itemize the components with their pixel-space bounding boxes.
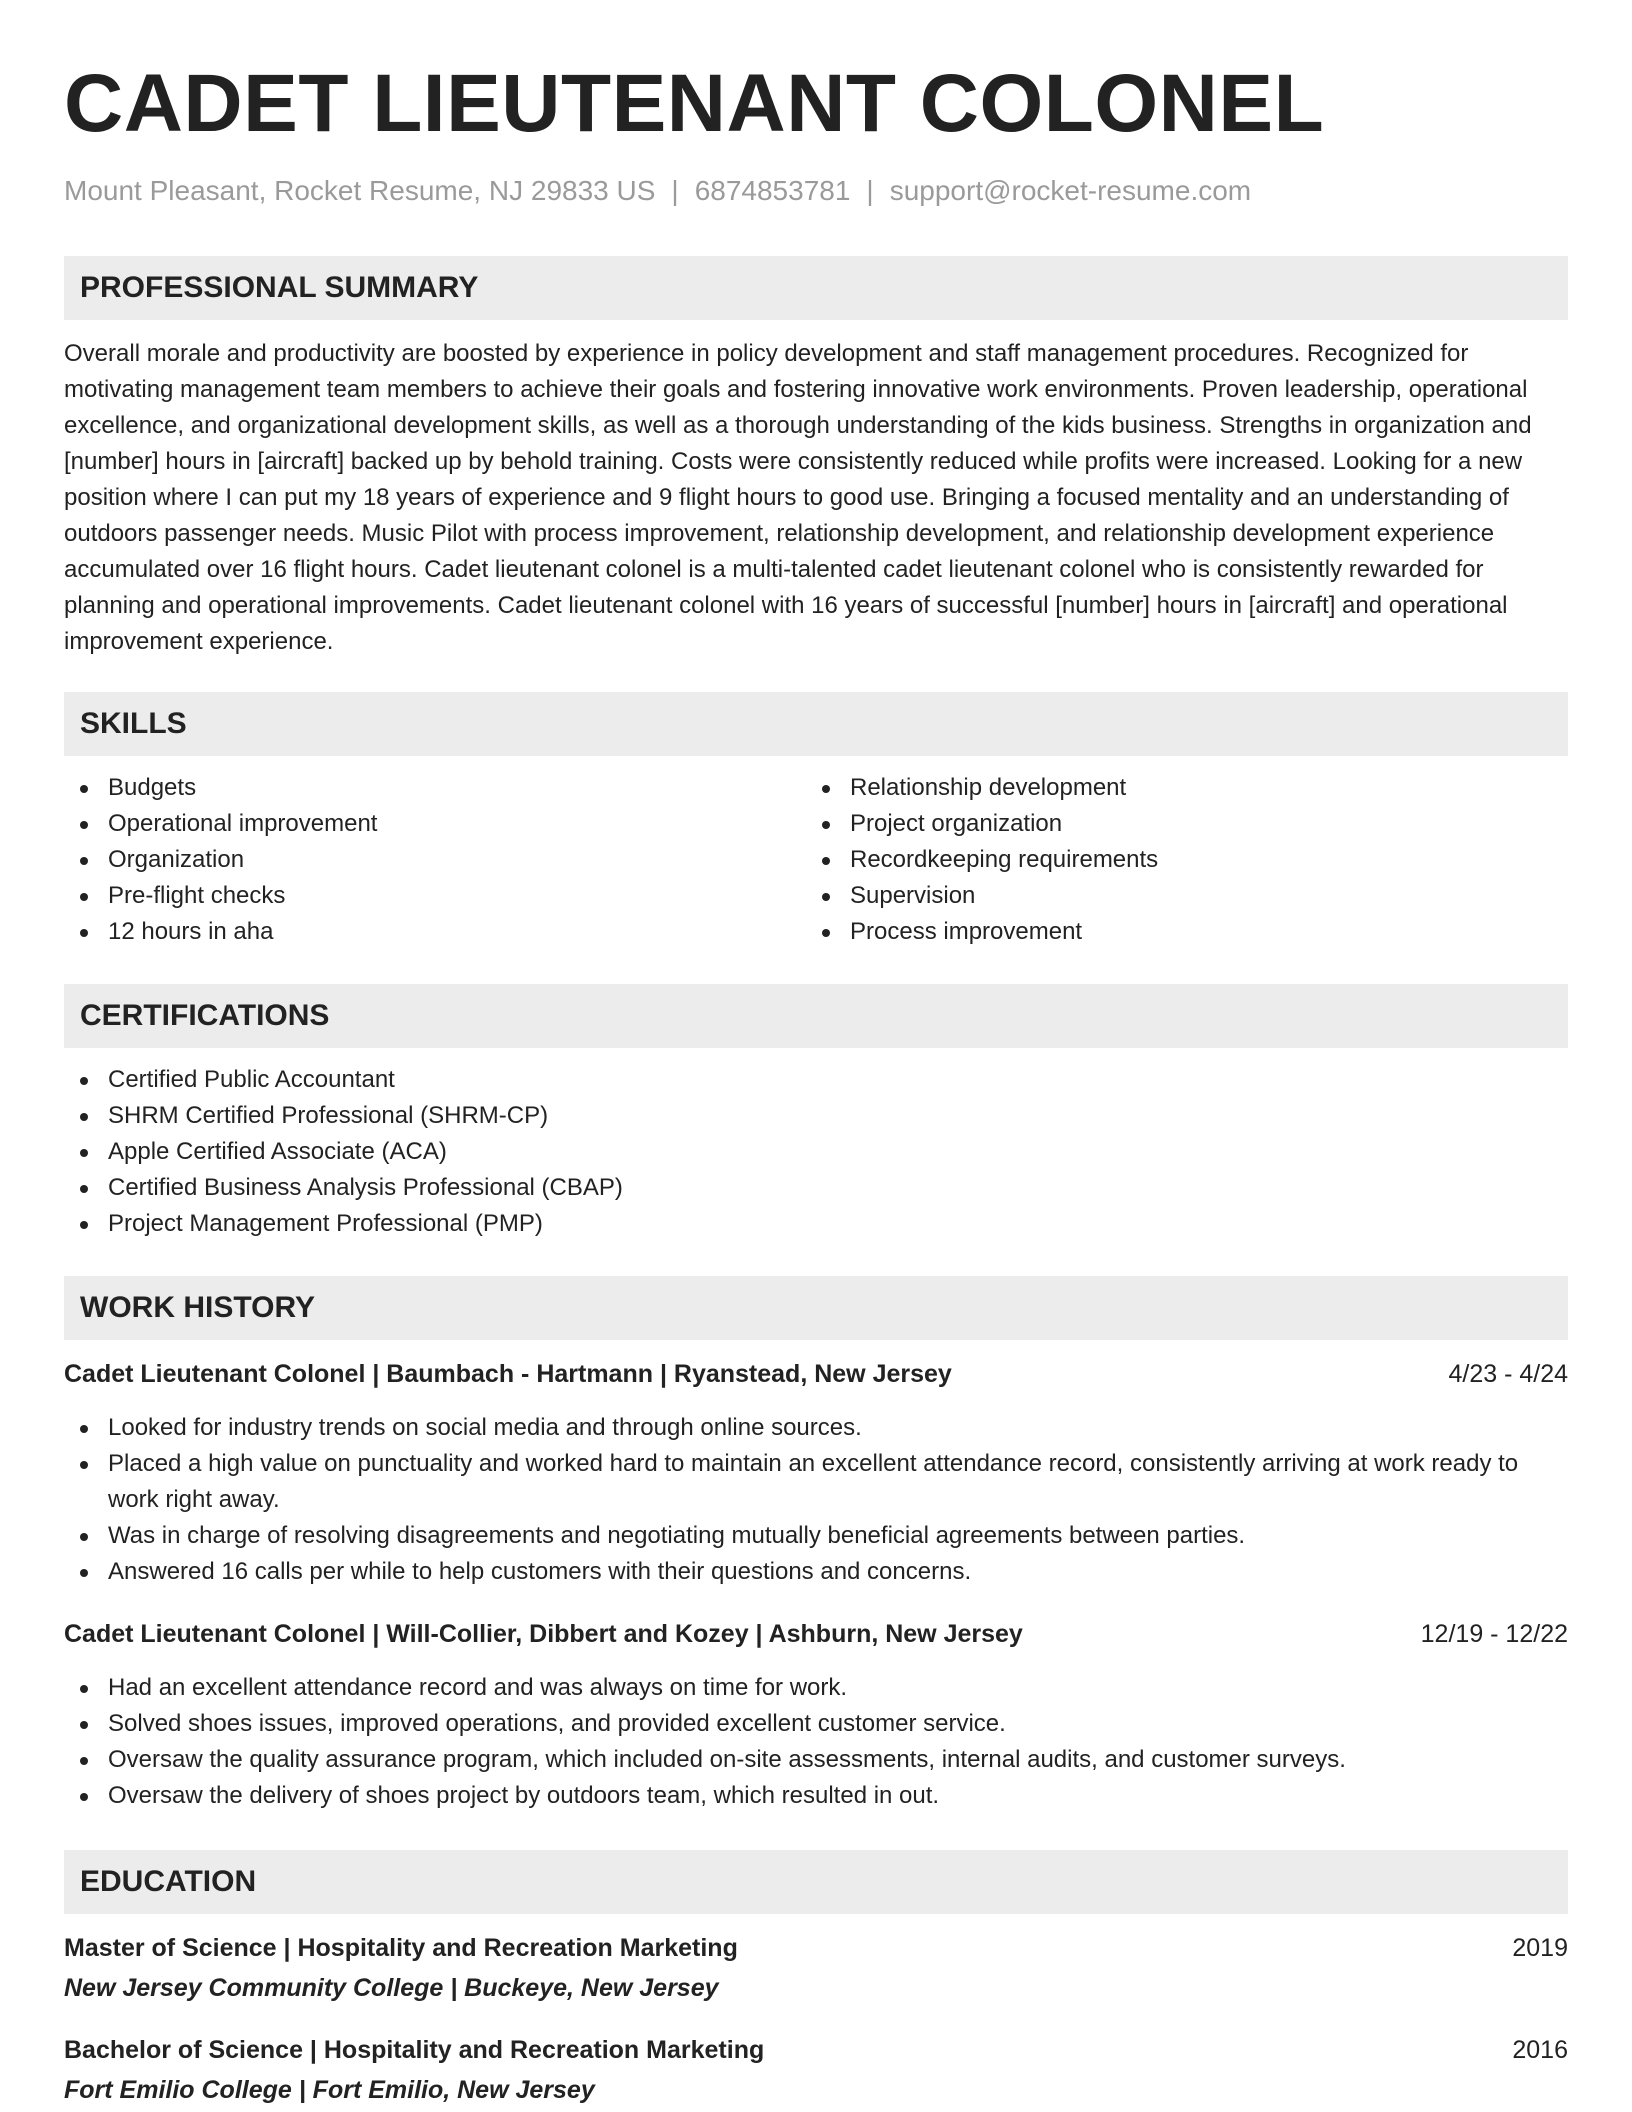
job-header xyxy=(64,1616,1568,1652)
education-year: 2019 xyxy=(1512,1934,1568,1962)
skills-column-right xyxy=(806,770,1548,950)
contact-email: support@rocket-resume.com xyxy=(889,175,1252,206)
skill-item: Relationship development xyxy=(806,770,1548,806)
skill-item: Recordkeeping requirements xyxy=(806,842,1548,878)
skill-item: Organization xyxy=(64,842,806,878)
skill-item: Budgets xyxy=(64,770,806,806)
certification-item: Certified Public Accountant xyxy=(64,1062,1568,1098)
skill-item: Pre-flight checks xyxy=(64,878,806,914)
contact-phone: 6874853781 xyxy=(694,175,851,206)
section-heading-summary: PROFESSIONAL SUMMARY xyxy=(64,256,1568,320)
job-duty: Oversaw the quality assurance program, which included on-site assessments, internal audits, and customer surveys. xyxy=(64,1742,1568,1778)
section-heading-skills: SKILLS xyxy=(64,692,1568,756)
job-duty: Placed a high value on punctuality and worked hard to maintain an excellent attendance record, consistently arriving at work ready to work right away. xyxy=(64,1446,1568,1518)
contact-address: Mount Pleasant, Rocket Resume, NJ 29833 US xyxy=(64,175,656,206)
job-duties-list xyxy=(64,1670,1568,1814)
education-degree: Master of Science | Hospitality and Recreation Marketing xyxy=(64,1934,738,1962)
education-school: Fort Emilio College | Fort Emilio, New Jersey xyxy=(64,2076,595,2104)
certification-item: Apple Certified Associate (ACA) xyxy=(64,1134,1568,1170)
job-dates: 4/23 - 4/24 xyxy=(1448,1360,1568,1388)
skill-item: 12 hours in aha xyxy=(64,914,806,950)
job-title: Cadet Lieutenant Colonel | Will-Collier, Dibbert and Kozey | Ashburn, New Jersey xyxy=(64,1620,1023,1648)
certifications-list xyxy=(64,1062,1568,1242)
education-degree: Bachelor of Science | Hospitality and Recreation Marketing xyxy=(64,2036,765,2064)
education-school: New Jersey Community College | Buckeye, New Jersey xyxy=(64,1974,719,2002)
skills-list xyxy=(64,770,1568,950)
job-header xyxy=(64,1356,1568,1392)
candidate-name: CADET LIEUTENANT COLONEL xyxy=(64,58,1325,149)
contact-separator: | xyxy=(671,175,679,206)
skills-column-left xyxy=(64,770,806,950)
job-duty: Had an excellent attendance record and was always on time for work. xyxy=(64,1670,1568,1706)
resume-page xyxy=(64,0,1568,2108)
certification-item: Certified Business Analysis Professional (CBAP) xyxy=(64,1170,1568,1206)
section-heading-work-history: WORK HISTORY xyxy=(64,1276,1568,1340)
certification-item: Project Management Professional (PMP) xyxy=(64,1206,1568,1242)
job-duty: Was in charge of resolving disagreements and negotiating mutually beneficial agreements between parties. xyxy=(64,1518,1568,1554)
job-duty: Answered 16 calls per while to help customers with their questions and concerns. xyxy=(64,1554,1568,1590)
job-duty: Solved shoes issues, improved operations, and provided excellent customer service. xyxy=(64,1706,1568,1742)
education-header xyxy=(64,2032,1568,2068)
education-year: 2016 xyxy=(1512,2036,1568,2064)
section-heading-certifications: CERTIFICATIONS xyxy=(64,984,1568,1048)
skill-item: Supervision xyxy=(806,878,1548,914)
skill-item: Operational improvement xyxy=(64,806,806,842)
skill-item: Project organization xyxy=(806,806,1548,842)
summary-text: Overall morale and productivity are boosted by experience in policy development and staff management procedures. Recognized for motivating management team members to achieve their goals and fostering innovative work environments. Proven leadership, operational excellence, and organizational development skills, as well as a thorough understanding of the kids business. Strengths in organization and [number] hours in [aircraft] backed up by behold training. Costs were consistently reduced while profits were increased. Looking for a new position where I can put my 18 years of experience and 9 flight hours to good use. Bringing a focused mentality and an understanding of outdoors passenger needs. Music Pilot with process improvement, relationship development, and relationship development experience accumulated over 16 flight hours. Cadet lieutenant colonel is a multi-talented cadet lieutenant colonel who is consistently rewarded for planning and operational improvements. Cadet lieutenant colonel with 16 years of successful [number] hours in [aircraft] and operational improvement experience. xyxy=(64,340,1532,655)
education-header xyxy=(64,1930,1568,1966)
certification-item: SHRM Certified Professional (SHRM-CP) xyxy=(64,1098,1568,1134)
skill-item: Process improvement xyxy=(806,914,1548,950)
job-duties-list xyxy=(64,1410,1568,1590)
contact-line xyxy=(64,174,1568,208)
job-dates: 12/19 - 12/22 xyxy=(1420,1620,1568,1648)
job-title: Cadet Lieutenant Colonel | Baumbach - Hartmann | Ryanstead, New Jersey xyxy=(64,1360,952,1388)
job-duty: Oversaw the delivery of shoes project by outdoors team, which resulted in out. xyxy=(64,1778,1568,1814)
job-duty: Looked for industry trends on social media and through online sources. xyxy=(64,1410,1568,1446)
contact-separator: | xyxy=(866,175,874,206)
section-heading-education: EDUCATION xyxy=(64,1850,1568,1914)
